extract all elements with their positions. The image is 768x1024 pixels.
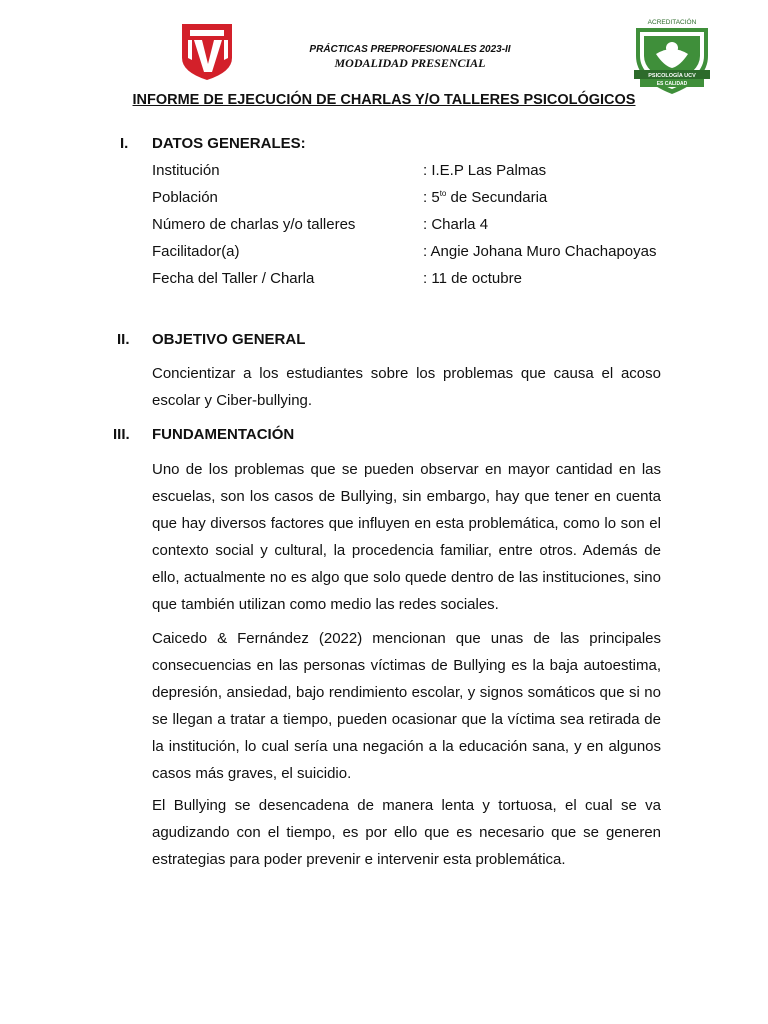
- header-modality: MODALIDAD PRESENCIAL: [334, 56, 486, 70]
- badge-ribbon1: PSICOLOGÍA UCV: [648, 73, 696, 79]
- row-institution-label: Institución: [152, 162, 220, 179]
- row-institution-value: : I.E.P Las Palmas: [423, 162, 547, 179]
- accreditation-badge-icon: [628, 14, 716, 96]
- row-talks-label: Número de charlas y/o talleres: [152, 216, 356, 233]
- badge-top-text: ACREDITACIÓN: [647, 19, 697, 26]
- row-date-label: Fecha del Taller / Charla: [152, 270, 315, 287]
- document-title: INFORME DE EJECUCIÓN DE CHARLAS Y/O TALLERES PSICOLÓGICOS: [132, 92, 636, 108]
- header-program: PRÁCTICAS PREPROFESIONALES 2023-II: [309, 44, 511, 55]
- row-facilitator-value: : Angie Johana Muro Chachapoyas: [423, 243, 657, 260]
- objective-paragraph: Concientizar a los estudiantes sobre los problemas que causa el acoso escolar y Ciber-bullying.: [152, 365, 661, 409]
- row-population-value: [423, 189, 547, 206]
- section-2-number: II.: [117, 331, 130, 348]
- row-facilitator-label: Facilitador(a): [152, 243, 240, 260]
- section-2-title: OBJETIVO GENERAL: [152, 331, 306, 348]
- ucv-logo-icon: [158, 14, 254, 84]
- fundamentation-paragraph-2: Caicedo & Fernández (2022) mencionan que unas de las principales consecuencias en las personas víctimas de Bullying es la baja autoestima, depresión, ansiedad, bajo rendimiento escolar, y signos somáticos que si no se llegan a tratar a tiempo, pueden ocasionar que la víctima sea retirada de la institución, lo cual sería una negación a la educación sana, y en algunos casos más graves, el suicidio.: [152, 630, 661, 782]
- population-ordinal: to: [439, 189, 447, 198]
- row-date-value: : 11 de octubre: [423, 270, 522, 287]
- badge-ribbon2: ES CALIDAD: [656, 81, 688, 87]
- section-1-number: I.: [120, 135, 129, 152]
- section-3-number: III.: [113, 426, 130, 443]
- row-population-label: Población: [152, 189, 218, 206]
- section-3-title: FUNDAMENTACIÓN: [152, 426, 295, 443]
- population-level: de Secundaria: [446, 189, 548, 206]
- fundamentation-paragraph-3: El Bullying se desencadena de manera lenta y tortuosa, el cual se va agudizando con el tiempo, es por ello que es necesario que se generen estrategias para poder prevenir e intervenir esta problemática.: [152, 797, 661, 868]
- fundamentation-paragraph-1: Uno de los problemas que se pueden observar en mayor cantidad en las escuelas, son los casos de Bullying, sin embargo, hay que tener en cuenta que hay diversos factores que influyen en esta problemática, como lo son el contexto social y cultural, la procedencia familiar, entre otros. Además de ello, actualmente no es algo que solo quede dentro de las instituciones, sino que también utilizan como medio las redes sociales.: [152, 461, 661, 613]
- row-talks-value: : Charla 4: [423, 216, 489, 233]
- section-1-title: DATOS GENERALES:: [152, 135, 306, 152]
- population-grade: : 5: [423, 189, 440, 206]
